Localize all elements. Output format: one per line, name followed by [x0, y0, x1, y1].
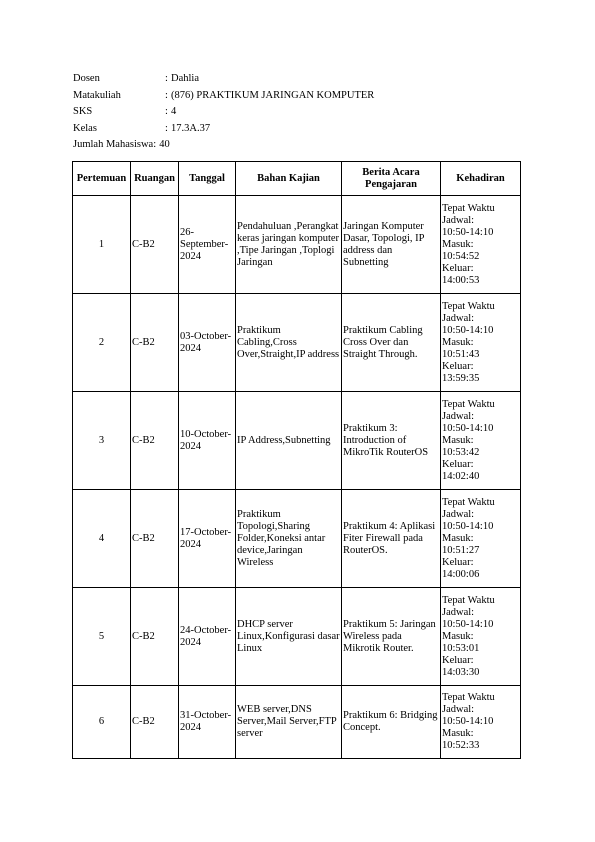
meeting-number-cell: 1 [73, 196, 131, 294]
attendance-line: 10:52:33 [442, 740, 480, 751]
attendance-cell [441, 490, 521, 588]
attendance-line: 10:53:42 [442, 446, 480, 458]
topic-cell: Praktikum Topologi,Sharing Folder,Koneksi antar device,Jaringan Wireless [236, 490, 342, 588]
date-cell: 24-October-2024 [179, 588, 236, 686]
attendance-line: Tepat Waktu [442, 594, 495, 606]
attendance-cell [441, 686, 521, 759]
room-cell: C-B2 [131, 196, 179, 294]
topic-cell: Pendahuluan ,Perangkat keras jaringan komputer ,Tipe Jaringan ,Toplogi Jaringan [236, 196, 342, 294]
attendance-cell [441, 294, 521, 392]
table-row [73, 196, 521, 294]
meeting-number-cell: 4 [73, 490, 131, 588]
room-cell: C-B2 [131, 686, 179, 759]
date-cell: 26-September-2024 [179, 196, 236, 294]
table-row [73, 490, 521, 588]
attendance-line: Masuk: [442, 336, 474, 348]
info-value: (876) PRAKTIKUM JARINGAN KOMPUTER [171, 89, 375, 101]
report-cell: Praktikum 3: Introduction of MikroTik RouterOS [342, 392, 441, 490]
meeting-number-cell: 3 [73, 392, 131, 490]
report-cell: Praktikum 5: Jaringan Wireless pada Mikrotik Router. [342, 588, 441, 686]
attendance-line: Keluar: [442, 262, 474, 274]
info-row [73, 88, 374, 105]
topic-cell: IP Address,Subnetting [236, 392, 342, 490]
attendance-line: Masuk: [442, 728, 474, 739]
column-header: Ruangan [131, 162, 179, 196]
topic-cell: Praktikum Cabling,Cross Over,Straight,IP address [236, 294, 342, 392]
report-cell: Jaringan Komputer Dasar, Topologi, IP address dan Subnetting [342, 196, 441, 294]
topic-cell: WEB server,DNS Server,Mail Server,FTP server [236, 686, 342, 759]
info-row [73, 121, 374, 138]
info-row [73, 137, 374, 154]
attendance-line: 10:50-14:10 [442, 520, 494, 532]
info-separator: : [165, 73, 168, 84]
table-row [73, 392, 521, 490]
date-cell: 31-October-2024 [179, 686, 236, 759]
attendance-line: Jadwal: [442, 704, 475, 715]
column-header: Pertemuan [73, 162, 131, 196]
room-cell: C-B2 [131, 294, 179, 392]
attendance-line: Jadwal: [442, 606, 475, 618]
date-cell: 10-October-2024 [179, 392, 236, 490]
info-separator: : [153, 139, 157, 150]
info-value: Dahlia [171, 73, 199, 84]
topic-cell: DHCP server Linux,Konfigurasi dasar Linux [236, 588, 342, 686]
info-separator: : [165, 122, 168, 134]
info-label: Jumlah Mahasiswa [73, 139, 154, 150]
attendance-line: 10:51:43 [442, 348, 480, 360]
column-header: Berita Acara Pengajaran [342, 162, 441, 196]
table-header-row [73, 162, 521, 196]
attendance-line: 14:02:40 [442, 470, 480, 482]
table-row [73, 588, 521, 686]
attendance-line: Jadwal: [442, 508, 475, 520]
attendance-line: 10:50-14:10 [442, 324, 494, 336]
room-cell: C-B2 [131, 392, 179, 490]
info-row [73, 104, 374, 121]
attendance-cell [441, 392, 521, 490]
attendance-line: Keluar: [442, 458, 474, 470]
attendance-line: 14:00:53 [442, 274, 480, 286]
info-label: Kelas [73, 122, 97, 134]
attendance-line: 10:50-14:10 [442, 422, 494, 434]
info-label: Matakuliah [73, 89, 121, 101]
meeting-number-cell: 6 [73, 686, 131, 759]
column-header: Bahan Kajian [236, 162, 342, 196]
attendance-cell [441, 196, 521, 294]
info-value: 4 [171, 106, 177, 117]
table-row [73, 294, 521, 392]
info-label: Dosen [73, 73, 100, 84]
course-info [73, 71, 374, 154]
column-header: Tanggal [179, 162, 236, 196]
attendance-line: Tepat Waktu [442, 398, 495, 410]
info-separator: : [165, 106, 168, 117]
attendance-line: Tepat Waktu [442, 300, 495, 312]
attendance-line: 10:50-14:10 [442, 716, 494, 727]
attendance-line: 10:50-14:10 [442, 226, 494, 238]
attendance-line: Keluar: [442, 654, 474, 666]
meeting-number-cell: 5 [73, 588, 131, 686]
attendance-line: Masuk: [442, 532, 474, 544]
attendance-line: Jadwal: [442, 214, 475, 226]
table-row [73, 686, 521, 759]
room-cell: C-B2 [131, 588, 179, 686]
attendance-line: 14:03:30 [442, 666, 480, 678]
column-header: Kehadiran [441, 162, 521, 196]
attendance-line: Keluar: [442, 360, 474, 372]
attendance-line: Jadwal: [442, 312, 475, 324]
attendance-line: 13:59:35 [442, 372, 480, 384]
attendance-line: 10:51:27 [442, 544, 480, 556]
attendance-cell [441, 588, 521, 686]
table-body [73, 196, 521, 759]
report-cell: Praktikum Cabling Cross Over dan Straight Through. [342, 294, 441, 392]
attendance-line: Jadwal: [442, 410, 475, 422]
room-cell: C-B2 [131, 490, 179, 588]
attendance-line: Tepat Waktu [442, 692, 495, 703]
attendance-line: Tepat Waktu [442, 496, 495, 508]
attendance-line: Tepat Waktu [442, 202, 495, 214]
date-cell: 03-October-2024 [179, 294, 236, 392]
attendance-line: 14:00:06 [442, 568, 480, 580]
info-value: 17.3A.37 [171, 122, 211, 134]
attendance-table [72, 161, 521, 759]
info-value: 40 [159, 139, 170, 150]
attendance-line: Masuk: [442, 238, 474, 250]
attendance-line: Masuk: [442, 434, 474, 446]
meeting-number-cell: 2 [73, 294, 131, 392]
info-label: SKS [73, 106, 93, 117]
attendance-line: Masuk: [442, 630, 474, 642]
attendance-line: 10:54:52 [442, 250, 480, 262]
report-cell: Praktikum 4: Aplikasi Fiter Firewall pada RouterOS. [342, 490, 441, 588]
attendance-line: 10:50-14:10 [442, 618, 494, 630]
attendance-line: Keluar: [442, 556, 474, 568]
info-row [73, 71, 374, 88]
info-separator: : [165, 89, 168, 101]
date-cell: 17-October-2024 [179, 490, 236, 588]
attendance-line: 10:53:01 [442, 642, 480, 654]
report-cell: Praktikum 6: Bridging Concept. [342, 686, 441, 759]
